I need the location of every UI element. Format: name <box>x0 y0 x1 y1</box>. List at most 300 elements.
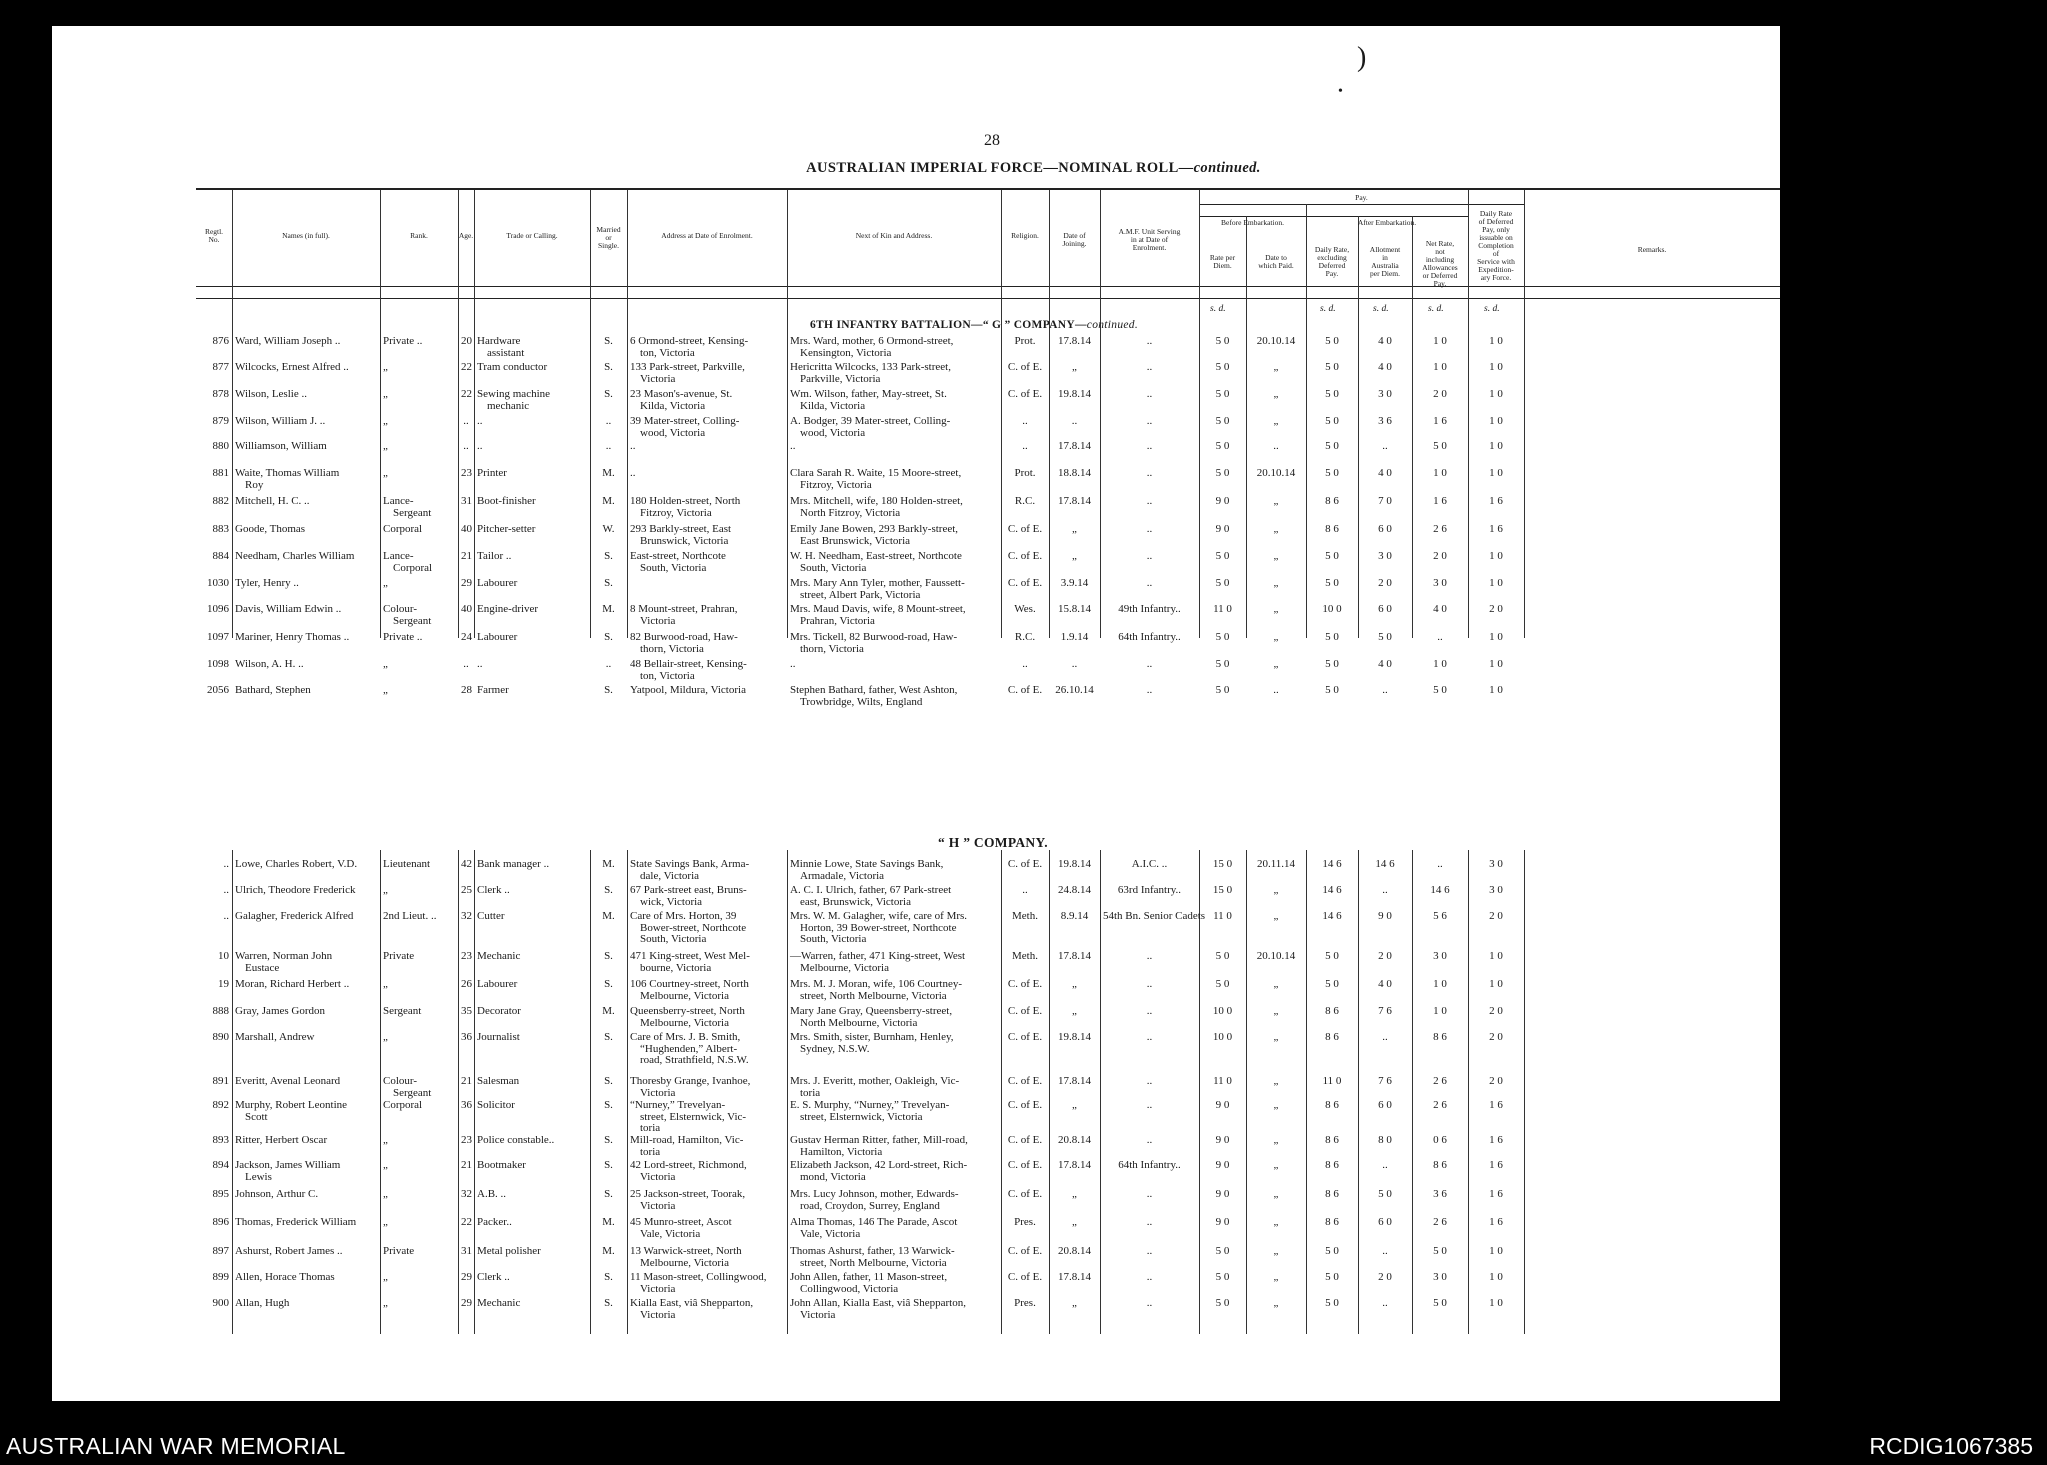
cell-daily: 5 0 <box>1325 950 1339 962</box>
cell-no: 876 <box>212 335 229 347</box>
cell-name: Everitt, Avenal Leonard <box>235 1075 341 1087</box>
cell-rate: 11 0 <box>1213 910 1232 922</box>
cell-rank: Private .. <box>383 335 423 347</box>
cell-ms: S. <box>604 1188 613 1200</box>
cell-ms: S. <box>604 1297 613 1309</box>
cell-age: .. <box>463 415 469 427</box>
cell-name: Ashurst, Robert James .. <box>235 1245 343 1257</box>
cell-no: 1096 <box>207 603 229 615</box>
cell-ms: S. <box>604 950 613 962</box>
cell-trade: Labourer <box>477 577 518 589</box>
cell-net: 3 6 <box>1433 1188 1447 1200</box>
cell-rel: .. <box>1022 658 1028 670</box>
rule-line <box>380 850 381 1334</box>
cell-join: „ <box>1072 978 1077 990</box>
cell-rate: 15 0 <box>1212 858 1233 870</box>
rule-line <box>787 850 788 1334</box>
cell-daily: 5 0 <box>1325 335 1339 347</box>
cell-allot: 3 0 <box>1378 388 1392 400</box>
cell-date: „ <box>1273 1271 1279 1283</box>
cell-def: 1 0 <box>1489 335 1503 347</box>
cell-trade: .. <box>477 658 483 670</box>
cell-daily: 11 0 <box>1322 1075 1342 1087</box>
header-before-embarkation: Before Embarkation. <box>1221 218 1284 227</box>
cell-rel: C. of E. <box>1007 858 1043 870</box>
cell-no: 890 <box>212 1031 229 1043</box>
cell-rate: 9 0 <box>1215 1216 1230 1228</box>
cell-no: 896 <box>212 1216 229 1228</box>
rule-line <box>1524 190 1525 638</box>
rule-line <box>627 850 628 1334</box>
header-remarks: Remarks. <box>1637 245 1667 254</box>
rule-line <box>787 190 788 638</box>
cell-kin: Stephen Bathard, father, West Ashton, Trowbridge, Wilts, England <box>790 684 958 708</box>
cell-unit: .. <box>1146 1075 1153 1087</box>
cell-daily: 5 0 <box>1325 467 1339 479</box>
cell-trade: Labourer <box>477 631 518 643</box>
cell-date: „ <box>1273 361 1279 373</box>
rule-line <box>1049 850 1050 1334</box>
cell-name: Johnson, Arthur C. <box>235 1188 319 1200</box>
cell-join: 17.8.14 <box>1058 1271 1091 1283</box>
cell-ms: M. <box>602 910 615 922</box>
cell-no: .. <box>223 910 229 922</box>
cell-no: 888 <box>212 1005 229 1017</box>
cell-rate: 5 0 <box>1215 978 1230 990</box>
cell-allot: 4 0 <box>1378 335 1392 347</box>
cell-rel: .. <box>1022 440 1028 452</box>
cell-allot: 4 0 <box>1378 467 1392 479</box>
cell-net: .. <box>1437 858 1443 870</box>
cell-no: 1030 <box>207 577 229 589</box>
cell-name: Mariner, Henry Thomas .. <box>235 631 350 643</box>
cell-date: .. <box>1273 440 1279 452</box>
cell-def: 1 6 <box>1489 1159 1503 1171</box>
cell-addr: 180 Holden-street, North Fitzroy, Victoria <box>630 495 741 519</box>
cell-kin: E. S. Murphy, “Nurney,” Trevelyan- street, Elsternwick, Victoria <box>790 1099 950 1123</box>
cell-ms: S. <box>604 631 613 643</box>
rule-line <box>196 188 1780 190</box>
cell-net: 3 0 <box>1433 950 1447 962</box>
cell-daily: 14 6 <box>1322 910 1342 922</box>
cell-kin: W. H. Needham, East-street, Northcote South, Victoria <box>790 550 962 574</box>
cell-trade: Packer.. <box>477 1216 512 1228</box>
cell-ms: S. <box>604 1134 613 1146</box>
cell-no: 894 <box>212 1159 229 1171</box>
cell-rel: Wes. <box>1014 603 1036 615</box>
cell-rank: Lieutenant <box>383 858 431 870</box>
cell-net: 14 6 <box>1430 884 1450 896</box>
cell-rank: „ <box>383 1216 388 1228</box>
cell-rate: 5 0 <box>1215 467 1230 479</box>
cell-unit: .. <box>1146 1005 1153 1017</box>
cell-unit: .. <box>1146 1099 1153 1111</box>
cell-daily: 8 6 <box>1325 1159 1339 1171</box>
cell-join: 26.10.14 <box>1055 684 1094 696</box>
cell-addr: State Savings Bank, Arma- dale, Victoria <box>630 858 750 882</box>
cell-trade: Mechanic <box>477 1297 521 1309</box>
cell-rate: 5 0 <box>1215 631 1230 643</box>
cell-addr: 6 Ormond-street, Kensing- ton, Victoria <box>630 335 749 359</box>
cell-def: 1 6 <box>1489 495 1503 507</box>
cell-addr: 67 Park-street east, Bruns- wick, Victoria <box>630 884 747 908</box>
cell-kin: Gustav Herman Ritter, father, Mill-road, Hamilton, Victoria <box>790 1134 968 1158</box>
cell-def: 1 0 <box>1489 1271 1503 1283</box>
cell-kin: Mrs. Mary Ann Tyler, mother, Faussett- street, Albert Park, Victoria <box>790 577 965 601</box>
cell-def: 1 6 <box>1489 1188 1503 1200</box>
cell-no: 878 <box>212 388 229 400</box>
cell-rel: Meth. <box>1012 910 1038 922</box>
cell-daily: 8 6 <box>1325 1188 1339 1200</box>
rule-line <box>474 190 475 638</box>
cell-unit: .. <box>1146 978 1153 990</box>
cell-def: 1 6 <box>1489 1134 1503 1146</box>
cell-date: „ <box>1273 1005 1279 1017</box>
cell-net: 2 6 <box>1433 1075 1447 1087</box>
cell-rank: Colour- Sergeant <box>383 1075 432 1099</box>
cell-no: 892 <box>212 1099 229 1111</box>
cell-rank: „ <box>383 1159 388 1171</box>
cell-trade: Journalist <box>477 1031 520 1043</box>
cell-rank: „ <box>383 388 388 400</box>
cell-unit: .. <box>1146 467 1153 479</box>
cell-unit: A.I.C. .. <box>1131 858 1168 870</box>
cell-ms: M. <box>602 603 615 615</box>
cell-no: 877 <box>212 361 229 373</box>
footer-source: AUSTRALIAN WAR MEMORIAL <box>6 1433 346 1459</box>
cell-daily: 8 6 <box>1325 1005 1339 1017</box>
cell-kin: Mrs. M. J. Moran, wife, 106 Courtney- street, North Melbourne, Victoria <box>790 978 963 1002</box>
cell-addr: 23 Mason's-avenue, St. Kilda, Victoria <box>630 388 733 412</box>
cell-unit: .. <box>1146 1134 1153 1146</box>
cell-age: .. <box>463 658 469 670</box>
cell-rank: „ <box>383 658 388 670</box>
cell-net: 5 0 <box>1433 1297 1447 1309</box>
cell-rate: 9 0 <box>1215 495 1230 507</box>
cell-rank: „ <box>383 684 388 696</box>
cell-rel: C. of E. <box>1007 1031 1043 1043</box>
cell-age: .. <box>463 440 469 452</box>
cell-age: 21 <box>461 550 472 562</box>
cell-date: „ <box>1273 523 1279 535</box>
cell-age: 35 <box>461 1005 472 1017</box>
cell-date: „ <box>1273 1188 1279 1200</box>
rule-line <box>1199 850 1200 1334</box>
header-name: Names (in full). <box>282 231 330 240</box>
cell-allot: 6 0 <box>1378 1099 1392 1111</box>
cell-rate: 5 0 <box>1215 950 1230 962</box>
cell-def: 1 6 <box>1489 1216 1503 1228</box>
cell-age: 22 <box>461 388 472 400</box>
cell-rate: 5 0 <box>1215 1271 1230 1283</box>
cell-ms: S. <box>604 577 613 589</box>
cell-rel: C. of E. <box>1007 361 1043 373</box>
rule-line <box>458 850 459 1334</box>
cell-rate: 5 0 <box>1215 335 1230 347</box>
cell-net: 5 6 <box>1433 910 1447 922</box>
cell-rank: „ <box>383 1271 388 1283</box>
cell-rank: Corporal <box>383 1099 423 1111</box>
rule-line <box>232 850 233 1334</box>
cell-rank: Private .. <box>383 631 423 643</box>
cell-age: 36 <box>461 1099 472 1111</box>
cell-daily: 8 6 <box>1325 523 1339 535</box>
rule-line <box>1524 850 1525 1334</box>
cell-rate: 5 0 <box>1215 1297 1230 1309</box>
cell-name: Davis, William Edwin .. <box>235 603 342 615</box>
cell-ms: S. <box>604 550 613 562</box>
cell-date: „ <box>1273 1159 1279 1171</box>
cell-allot: 7 0 <box>1378 495 1392 507</box>
cell-name: Waite, Thomas William Roy <box>235 467 340 491</box>
cell-def: 1 0 <box>1489 1297 1503 1309</box>
cell-daily: 5 0 <box>1325 684 1339 696</box>
cell-addr: 8 Mount-street, Prahran, Victoria <box>630 603 738 627</box>
cell-unit: .. <box>1146 550 1153 562</box>
cell-rate: 5 0 <box>1215 440 1230 452</box>
cell-unit: 64th Infantry.. <box>1118 1159 1181 1171</box>
cell-name: Mitchell, H. C. .. <box>235 495 310 507</box>
cell-rel: C. of E. <box>1007 388 1043 400</box>
cell-date: „ <box>1273 1099 1279 1111</box>
cell-age: 21 <box>461 1159 472 1171</box>
cell-trade: Police constable.. <box>477 1134 555 1146</box>
cell-date: „ <box>1273 388 1279 400</box>
cell-trade: Engine-driver <box>477 603 539 615</box>
cell-trade: Sewing machine mechanic <box>477 388 551 412</box>
cell-rate: 5 0 <box>1215 388 1230 400</box>
cell-ms: .. <box>605 415 612 427</box>
cell-rank: Colour- Sergeant <box>383 603 432 627</box>
rule-line <box>1358 216 1359 638</box>
cell-join: „ <box>1072 1297 1077 1309</box>
header-after-embarkation: After Embarkation. <box>1357 218 1417 227</box>
header-rank: Rank. <box>410 231 428 240</box>
cell-rel: C. of E. <box>1007 684 1043 696</box>
cell-rank: „ <box>383 440 388 452</box>
cell-net: 5 0 <box>1433 440 1447 452</box>
cell-name: Bathard, Stephen <box>235 684 311 696</box>
cell-allot: 7 6 <box>1378 1075 1392 1087</box>
cell-kin: —Warren, father, 471 King-street, West Melbourne, Victoria <box>790 950 966 974</box>
rule-line <box>474 850 475 1334</box>
cell-kin: Emily Jane Bowen, 293 Barkly-street, East Brunswick, Victoria <box>790 523 959 547</box>
cell-daily: 5 0 <box>1325 361 1339 373</box>
cell-rel: R.C. <box>1014 631 1036 643</box>
cell-no: 10 <box>218 950 229 962</box>
cell-allot: 5 0 <box>1378 631 1392 643</box>
cell-def: 1 0 <box>1489 415 1503 427</box>
cell-rate: 15 0 <box>1212 884 1233 896</box>
cell-rank: Corporal <box>383 523 423 535</box>
cell-date: „ <box>1273 550 1279 562</box>
cell-name: Wilson, William J. .. <box>235 415 326 427</box>
cell-age: 24 <box>461 631 472 643</box>
ink-mark: ) <box>1357 42 1367 73</box>
cell-rate: 11 0 <box>1213 1075 1232 1087</box>
cell-date: .. <box>1273 684 1279 696</box>
cell-rel: Prot. <box>1014 467 1036 479</box>
cell-addr: 11 Mason-street, Collingwood, Victoria <box>630 1271 767 1295</box>
cell-join: „ <box>1072 523 1077 535</box>
cell-net: 8 6 <box>1433 1159 1447 1171</box>
cell-date: „ <box>1273 495 1279 507</box>
cell-def: 1 6 <box>1489 523 1503 535</box>
cell-addr: Thoresby Grange, Ivanhoe, Victoria <box>630 1075 751 1099</box>
cell-rate: 9 0 <box>1215 1099 1230 1111</box>
cell-ms: .. <box>605 440 612 452</box>
cell-rank: Private <box>383 1245 415 1257</box>
cell-name: Murphy, Robert Leontine Scott <box>235 1099 348 1123</box>
cell-age: 25 <box>461 884 472 896</box>
cell-no: 1098 <box>207 658 229 670</box>
cell-rank: „ <box>383 1188 388 1200</box>
cell-age: 32 <box>461 910 472 922</box>
cell-ms: M. <box>602 495 615 507</box>
cell-join: 8.9.14 <box>1060 910 1089 922</box>
cell-join: 17.8.14 <box>1058 335 1091 347</box>
cell-join: 1.9.14 <box>1060 631 1089 643</box>
cell-rel: C. of E. <box>1007 1159 1043 1171</box>
cell-ms: S. <box>604 1271 613 1283</box>
cell-no: .. <box>223 884 229 896</box>
cell-trade: Labourer <box>477 978 518 990</box>
cell-name: Ward, William Joseph .. <box>235 335 341 347</box>
cell-rate: 9 0 <box>1215 1134 1230 1146</box>
cell-daily: 5 0 <box>1325 550 1339 562</box>
cell-kin: A. Bodger, 39 Mater-street, Colling- wood, Victoria <box>790 415 951 439</box>
cell-def: 1 0 <box>1489 950 1503 962</box>
cell-rate: 11 0 <box>1213 603 1232 615</box>
cell-def: 1 0 <box>1489 467 1503 479</box>
page-title: AUSTRALIAN IMPERIAL FORCE—NOMINAL ROLL—continued. <box>806 160 1261 176</box>
cell-age: 29 <box>461 1297 472 1309</box>
section-heading-g-company: 6TH INFANTRY BATTALION—“ G ” COMPANY—continued. <box>810 319 1139 331</box>
cell-kin: Thomas Ashurst, father, 13 Warwick- street, North Melbourne, Victoria <box>790 1245 955 1269</box>
cell-name: Gray, James Gordon <box>235 1005 326 1017</box>
cell-net: 1 6 <box>1433 495 1447 507</box>
cell-allot: 14 6 <box>1375 858 1395 870</box>
cell-net: 5 0 <box>1433 684 1447 696</box>
cell-no: 900 <box>212 1297 229 1309</box>
cell-kin: Wm. Wilson, father, May-street, St. Kilda, Victoria <box>790 388 947 412</box>
cell-join: „ <box>1072 1005 1077 1017</box>
cell-name: Goode, Thomas <box>235 523 306 535</box>
rule-line <box>1306 850 1307 1334</box>
cell-unit: .. <box>1146 577 1153 589</box>
rule-line <box>1001 190 1002 638</box>
cell-allot: .. <box>1382 684 1388 696</box>
cell-ms: S. <box>604 361 613 373</box>
cell-trade: Tram conductor <box>477 361 548 373</box>
cell-join: 3.9.14 <box>1060 577 1089 589</box>
cell-rel: C. of E. <box>1007 1188 1043 1200</box>
cell-ms: M. <box>602 1005 615 1017</box>
cell-rel: C. of E. <box>1007 1245 1043 1257</box>
cell-def: 1 0 <box>1489 658 1503 670</box>
cell-join: „ <box>1072 1099 1077 1111</box>
cell-join: .. <box>1071 658 1078 670</box>
unit-label: s. d. <box>1484 304 1500 314</box>
cell-unit: .. <box>1146 440 1153 452</box>
cell-join: „ <box>1072 1188 1077 1200</box>
cell-rel: C. of E. <box>1007 1075 1043 1087</box>
cell-kin: .. <box>790 658 796 670</box>
cell-addr: Yatpool, Mildura, Victoria <box>630 684 746 696</box>
cell-daily: 5 0 <box>1325 658 1339 670</box>
cell-kin: Mrs. Mitchell, wife, 180 Holden-street, North Fitzroy, Victoria <box>790 495 963 519</box>
cell-date: „ <box>1273 1075 1279 1087</box>
cell-age: 31 <box>461 1245 472 1257</box>
cell-age: 42 <box>461 858 472 870</box>
cell-net: 2 6 <box>1433 523 1447 535</box>
cell-no: 897 <box>212 1245 229 1257</box>
cell-no: 880 <box>212 440 229 452</box>
cell-ms: S. <box>604 1099 613 1111</box>
cell-addr: Care of Mrs. Horton, 39 Bower-street, Northcote South, Victoria <box>630 910 747 945</box>
cell-rate: 10 0 <box>1212 1031 1233 1043</box>
cell-ms: M. <box>602 1216 615 1228</box>
rule-line <box>1468 850 1469 1334</box>
cell-no: 899 <box>212 1271 229 1283</box>
cell-name: Allen, Horace Thomas <box>235 1271 335 1283</box>
cell-join: 17.8.14 <box>1058 495 1091 507</box>
cell-net: 1 0 <box>1433 1005 1447 1017</box>
cell-age: 31 <box>461 495 472 507</box>
rule-line <box>380 190 381 638</box>
cell-no: 1097 <box>207 631 229 643</box>
cell-daily: 10 0 <box>1322 603 1342 615</box>
cell-net: 3 0 <box>1433 577 1447 589</box>
cell-no: 895 <box>212 1188 229 1200</box>
cell-trade: Boot-finisher <box>477 495 536 507</box>
cell-rate: 9 0 <box>1215 1188 1230 1200</box>
cell-rank: „ <box>383 1031 388 1043</box>
rule-line <box>458 190 459 638</box>
cell-no: 893 <box>212 1134 229 1146</box>
rule-line <box>1246 850 1247 1334</box>
cell-join: 24.8.14 <box>1058 884 1091 896</box>
cell-rate: 5 0 <box>1215 577 1230 589</box>
cell-daily: 5 0 <box>1325 388 1339 400</box>
cell-rank: Lance- Corporal <box>383 550 433 574</box>
cell-name: Moran, Richard Herbert .. <box>235 978 350 990</box>
header-trade: Trade or Calling. <box>506 231 558 240</box>
section-heading-h-company: “ H ” COMPANY. <box>938 835 1048 850</box>
rule-line <box>1412 850 1413 1334</box>
cell-net: 1 0 <box>1433 335 1447 347</box>
cell-def: 1 0 <box>1489 440 1503 452</box>
cell-rank: 2nd Lieut. .. <box>383 910 437 922</box>
cell-unit: .. <box>1146 1297 1153 1309</box>
cell-kin: Hericritta Wilcocks, 133 Park-street, Parkville, Victoria <box>790 361 951 385</box>
cell-ms: S. <box>604 1159 613 1171</box>
cell-net: 2 0 <box>1433 550 1447 562</box>
cell-ms: S. <box>604 1031 613 1043</box>
cell-trade: Farmer <box>477 684 509 696</box>
cell-age: 23 <box>461 1134 472 1146</box>
cell-name: Marshall, Andrew <box>235 1031 315 1043</box>
cell-unit: .. <box>1146 1271 1153 1283</box>
cell-no: 884 <box>212 550 229 562</box>
cell-name: Thomas, Frederick William <box>235 1216 357 1228</box>
cell-addr: .. <box>630 467 636 479</box>
cell-trade: Hardware assistant <box>477 335 525 359</box>
cell-rate: 10 0 <box>1212 1005 1233 1017</box>
cell-age: 40 <box>461 603 472 615</box>
cell-trade: Tailor .. <box>477 550 512 562</box>
cell-ms: S. <box>604 978 613 990</box>
